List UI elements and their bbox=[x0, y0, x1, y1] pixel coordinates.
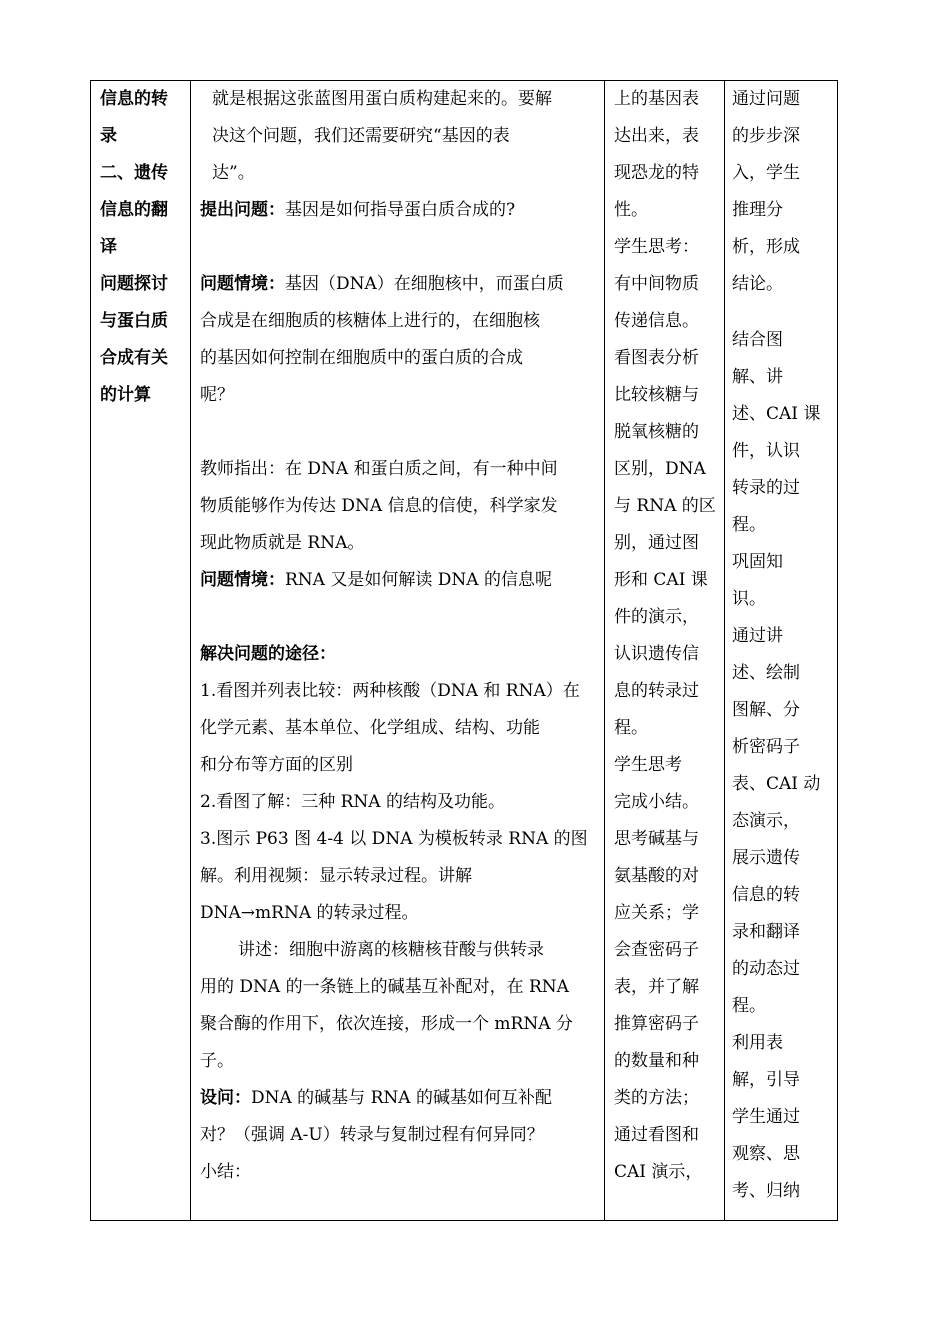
text-line: 讲述：细胞中游离的核糖核苷酸与供转录 bbox=[238, 940, 544, 960]
scenario-label: 问题情境： bbox=[200, 274, 285, 294]
text-line: 脱氧核糖的 bbox=[614, 422, 699, 442]
text-line: 看图表分析 bbox=[614, 348, 699, 368]
text-line: 图解、分 bbox=[732, 700, 800, 720]
lesson-plan-table bbox=[90, 80, 838, 1221]
text-line: 学生通过 bbox=[732, 1107, 800, 1127]
blank-line bbox=[200, 229, 600, 266]
blank-line bbox=[732, 303, 837, 322]
blank-line bbox=[200, 599, 600, 636]
text-line: 录 bbox=[100, 126, 117, 146]
text-line: 态演示， bbox=[732, 811, 800, 831]
scenario-text: 基因（DNA）在细胞核中，而蛋白质 bbox=[285, 274, 564, 294]
text-line: 入，学生 bbox=[732, 163, 800, 183]
scenario-line bbox=[200, 562, 600, 599]
text-line: 学生思考： bbox=[614, 237, 699, 257]
text-line: 结论。 bbox=[732, 274, 783, 294]
text-line: 上的基因表 bbox=[614, 89, 699, 109]
text-line: 与蛋白质 bbox=[100, 311, 168, 331]
text-line: 表，并了解 bbox=[614, 977, 699, 997]
text-line: 达”。 bbox=[212, 163, 255, 183]
text-line: 2.看图了解：三种 RNA 的结构及功能。 bbox=[200, 792, 505, 812]
section-title-text bbox=[91, 81, 190, 414]
text-line: 析，形成 bbox=[732, 237, 800, 257]
text-line: 有中间物质 bbox=[614, 274, 699, 294]
text-line: 就是根据这张蓝图用蛋白质构建起来的。要解 bbox=[212, 89, 552, 109]
text-line: 完成小结。 bbox=[614, 792, 699, 812]
text-line: 通过问题 bbox=[732, 89, 800, 109]
text-line: 教师指出：在 DNA 和蛋白质之间，有一种中间 bbox=[200, 459, 558, 479]
scenario-line bbox=[200, 266, 600, 303]
text-line: 的步步深 bbox=[732, 126, 800, 146]
text-line: 问题探讨 bbox=[100, 274, 168, 294]
summary-line: 小结： bbox=[200, 1162, 251, 1182]
approach-heading bbox=[200, 636, 600, 673]
text-line: 区别，DNA bbox=[614, 459, 706, 479]
text-line: 信息的转 bbox=[100, 89, 168, 109]
text-line: 决这个问题，我们还需要研究“基因的表 bbox=[212, 126, 510, 146]
text-line: 现此物质就是 RNA。 bbox=[200, 533, 365, 553]
text-line: 与 RNA 的区 bbox=[614, 496, 716, 516]
text-line: 考、归纳 bbox=[732, 1181, 800, 1201]
text-line: 学生思考 bbox=[614, 755, 682, 775]
text-line: 程。 bbox=[614, 718, 648, 738]
text-line: 传递信息。 bbox=[614, 311, 699, 331]
text-line: CAI 演示， bbox=[614, 1162, 703, 1182]
text-line: 认识遗传信 bbox=[614, 644, 699, 664]
text-line: 件，认识 bbox=[732, 441, 800, 461]
text-line: 的基因如何控制在细胞质中的蛋白质的合成 bbox=[200, 348, 523, 368]
text-line: 和分布等方面的区别 bbox=[200, 755, 353, 775]
text-line: 巩固知 bbox=[732, 552, 783, 572]
text-line: 3.图示 P63 图 4-4 以 DNA 为模板转录 RNA 的图 bbox=[200, 829, 588, 849]
text-line: 译 bbox=[100, 237, 117, 257]
text-line: 思考碱基与 bbox=[614, 829, 699, 849]
approach-label: 解决问题的途径： bbox=[200, 644, 336, 664]
text-line: 信息的翻 bbox=[100, 200, 168, 220]
text-line: 应关系；学 bbox=[614, 903, 699, 923]
text-line: 现恐龙的特 bbox=[614, 163, 699, 183]
text-line: 用的 DNA 的一条链上的碱基互补配对，在 RNA bbox=[200, 977, 569, 997]
text-line: 推算密码子 bbox=[614, 1014, 699, 1034]
text-line: 性。 bbox=[614, 200, 648, 220]
ask-text: DNA 的碱基与 RNA 的碱基如何互补配 bbox=[251, 1088, 552, 1108]
text-line: 氨基酸的对 bbox=[614, 866, 699, 886]
text-line: 达出来，表 bbox=[614, 126, 699, 146]
text-line: 聚合酶的作用下，依次连接，形成一个 mRNA 分 bbox=[200, 1014, 573, 1034]
table-row bbox=[91, 81, 838, 1221]
scenario-label: 问题情境： bbox=[200, 570, 285, 590]
text-line: 信息的转 bbox=[732, 885, 800, 905]
text-line: 解。利用视频：显示转录过程。讲解 bbox=[200, 866, 472, 886]
question-text: 基因是如何指导蛋白质合成的? bbox=[285, 200, 516, 220]
text-line: 子。 bbox=[200, 1051, 234, 1071]
text-line: 比较核糖与 bbox=[614, 385, 699, 405]
text-line: 通过讲 bbox=[732, 626, 783, 646]
scenario-text: RNA 又是如何解读 DNA 的信息呢 bbox=[285, 570, 552, 590]
text-line: 展示遗传 bbox=[732, 848, 800, 868]
text-line: 录和翻译 bbox=[732, 922, 800, 942]
text-line: 述、绘制 bbox=[732, 663, 800, 683]
question-line bbox=[200, 192, 600, 229]
text-line: 述、CAI 课 bbox=[732, 404, 821, 424]
text-line: 的动态过 bbox=[732, 959, 800, 979]
design-intent-text bbox=[725, 81, 837, 1210]
text-line: 物质能够作为传达 DNA 信息的信使，科学家发 bbox=[200, 496, 558, 516]
blank-line bbox=[200, 414, 600, 451]
text-line: 对？（强调 A-U）转录与复制过程有何异同？ bbox=[200, 1125, 544, 1145]
teacher-activity-cell bbox=[191, 81, 605, 1221]
question-label: 提出问题： bbox=[200, 200, 285, 220]
text-line: 合成是在细胞质的核糖体上进行的，在细胞核 bbox=[200, 311, 540, 331]
text-line: 合成有关 bbox=[100, 348, 168, 368]
text-line: 推理分 bbox=[732, 200, 783, 220]
text-line: 利用表 bbox=[732, 1033, 783, 1053]
text-line: 的计算 bbox=[100, 385, 151, 405]
text-line: 别，通过图 bbox=[614, 533, 699, 553]
text-line: 息的转录过 bbox=[614, 681, 699, 701]
ask-line bbox=[200, 1080, 600, 1117]
ask-label: 设问： bbox=[200, 1088, 251, 1108]
design-intent-cell bbox=[725, 81, 838, 1221]
teacher-activity-text bbox=[191, 81, 604, 1191]
text-line: 会查密码子 bbox=[614, 940, 699, 960]
text-line: 二、遗传 bbox=[100, 163, 168, 183]
text-line: 程。 bbox=[732, 515, 766, 535]
text-line: 1.看图并列表比较：两种核酸（DNA 和 RNA）在 bbox=[200, 681, 580, 701]
text-line: 转录的过 bbox=[732, 478, 800, 498]
text-line: 程。 bbox=[732, 996, 766, 1016]
text-line: 解、讲 bbox=[732, 367, 783, 387]
text-line: 呢？ bbox=[200, 385, 234, 405]
student-activity-cell bbox=[605, 81, 725, 1221]
text-line: 析密码子 bbox=[732, 737, 800, 757]
text-line: 结合图 bbox=[732, 330, 783, 350]
text-line: 表、CAI 动 bbox=[732, 774, 821, 794]
section-title-cell bbox=[91, 81, 191, 1221]
text-line: 形和 CAI 课 bbox=[614, 570, 708, 590]
text-line: DNA→mRNA 的转录过程。 bbox=[200, 903, 419, 923]
text-line: 的数量和种 bbox=[614, 1051, 699, 1071]
text-line: 观察、思 bbox=[732, 1144, 800, 1164]
text-line: 解，引导 bbox=[732, 1070, 800, 1090]
text-line: 通过看图和 bbox=[614, 1125, 699, 1145]
text-line: 类的方法； bbox=[614, 1088, 699, 1108]
student-activity-text bbox=[605, 81, 724, 1191]
text-line: 识。 bbox=[732, 589, 766, 609]
text-line: 件的演示， bbox=[614, 607, 699, 627]
text-line: 化学元素、基本单位、化学组成、结构、功能 bbox=[200, 718, 540, 738]
